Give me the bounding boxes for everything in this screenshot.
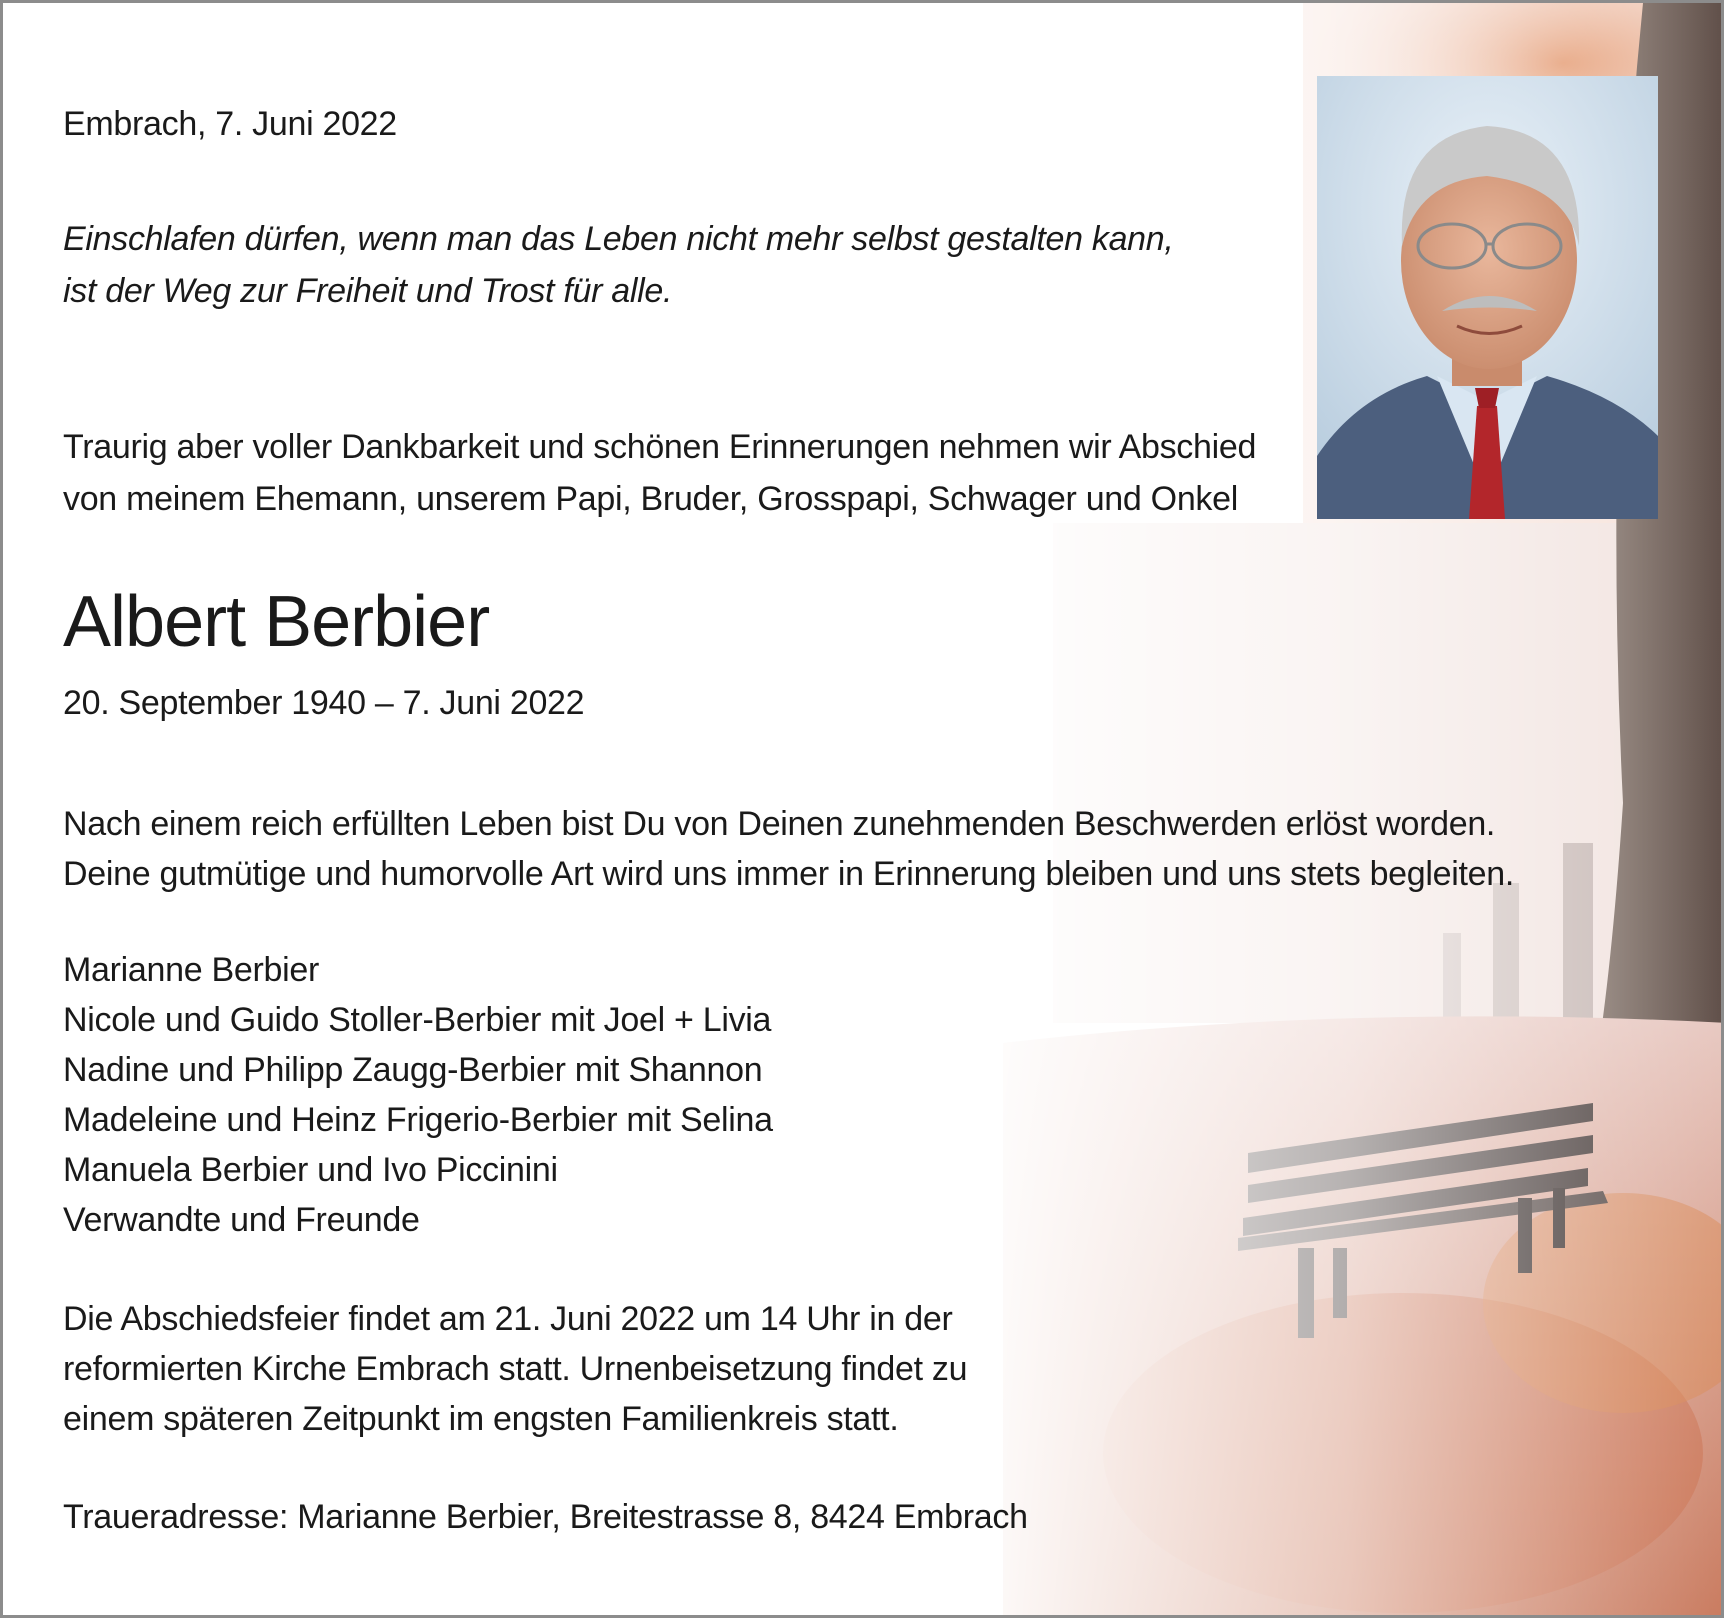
ceremony-line: reformierten Kirche Embrach statt. Urnenbeisetzung findet zu	[63, 1350, 968, 1388]
mourning-address: Traueradresse: Marianne Berbier, Breitestrasse 8, 8424 Embrach	[63, 1498, 1028, 1536]
portrait-photo	[1317, 76, 1658, 519]
mourner: Manuela Berbier und Ivo Piccinini	[63, 1151, 558, 1189]
portrait-icon	[1317, 76, 1658, 519]
place-and-date: Embrach, 7. Juni 2022	[63, 105, 397, 143]
mourner: Nadine und Philipp Zaugg-Berbier mit Shannon	[63, 1051, 763, 1089]
life-dates: 20. September 1940 – 7. Juni 2022	[63, 684, 585, 722]
ceremony-line: einem späteren Zeitpunkt im engsten Familienkreis statt.	[63, 1400, 899, 1438]
tribute-line: Nach einem reich erfüllten Leben bist Du von Deinen zunehmenden Beschwerden erlöst worden.	[63, 805, 1496, 843]
mourner: Nicole und Guido Stoller-Berbier mit Joel + Livia	[63, 1001, 772, 1039]
intro-line: Traurig aber voller Dankbarkeit und schönen Erinnerungen nehmen wir Abschied	[63, 428, 1257, 466]
mourner: Verwandte und Freunde	[63, 1201, 420, 1239]
quote-line: Einschlafen dürfen, wenn man das Leben nicht mehr selbst gestalten kann,	[63, 220, 1174, 258]
quote-line: ist der Weg zur Freiheit und Trost für alle.	[63, 272, 673, 310]
deceased-name: Albert Berbier	[63, 582, 490, 662]
mourner: Marianne Berbier	[63, 951, 319, 989]
intro-line: von meinem Ehemann, unserem Papi, Bruder, Grosspapi, Schwager und Onkel	[63, 480, 1238, 518]
ceremony-line: Die Abschiedsfeier findet am 21. Juni 2022 um 14 Uhr in der	[63, 1300, 953, 1338]
tribute-line: Deine gutmütige und humorvolle Art wird uns immer in Erinnerung bleiben und uns stets begleiten.	[63, 855, 1515, 893]
ceremony-info	[63, 1294, 967, 1444]
mourner: Madeleine und Heinz Frigerio-Berbier mit Selina	[63, 1101, 773, 1139]
quote	[63, 213, 1174, 317]
tribute-text	[63, 799, 1514, 899]
intro-text	[63, 421, 1256, 525]
mourners-list	[63, 945, 773, 1245]
